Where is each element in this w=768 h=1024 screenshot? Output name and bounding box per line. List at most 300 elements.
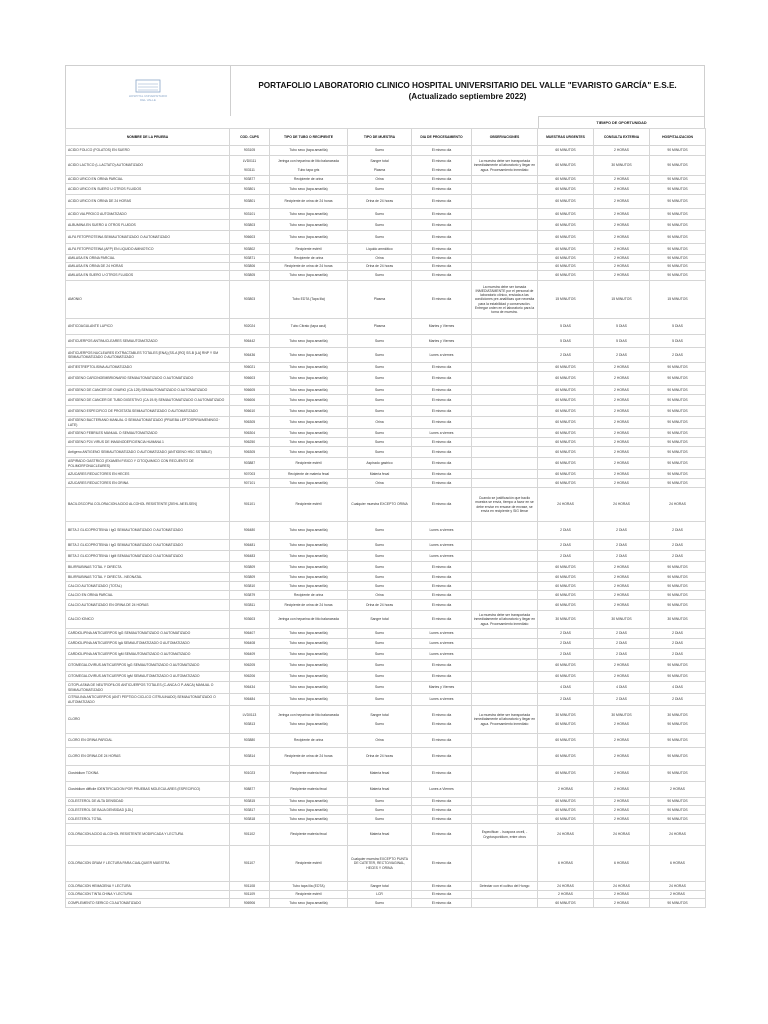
inpatient-time-cell: 90 MINUTOS <box>650 748 706 766</box>
tube-type-cell: Recipiente materia fecal <box>270 824 348 846</box>
observations-cell <box>472 263 538 271</box>
cups-code-cell: 902024 <box>230 319 270 335</box>
sample-type-cell: Suero <box>348 815 412 824</box>
observations-cell: Especificar: - Isospora orcell, - Cryptosporidium, entre otros <box>472 824 538 846</box>
observations-cell <box>472 363 538 372</box>
cups-code-cell: 901023 <box>230 766 270 782</box>
observations-cell <box>472 406 538 417</box>
urgent-time-cell: 60 MINUTOS <box>538 372 594 386</box>
cups-code-cell: 903817 <box>230 806 270 815</box>
observations-cell <box>472 891 538 899</box>
observations-cell: La muestra debe ser transportada inmediatamente al laboratorio y llegar en agua. Procesamiento inmediato <box>472 156 538 176</box>
tube-type-cell: Tubo seco (tapa amarilla) <box>270 562 348 573</box>
cups-code-cell: 903801 <box>230 184 270 195</box>
tube-type-cell: Tubo Citrato (tapa azul) <box>270 319 348 335</box>
sample-type-cell: Sangre total Suero <box>348 706 412 734</box>
inpatient-time-cell: 90 MINUTOS <box>650 582 706 591</box>
tube-type-cell: Tubo seco (tapa amarilla) <box>270 417 348 429</box>
cups-code-cell: 903801 <box>230 195 270 209</box>
urgent-time-cell: 60 MINUTOS <box>538 899 594 908</box>
cups-code-cell: 906305 <box>230 447 270 458</box>
test-name-cell: AMILASA EN SUERO U OTROS FLUIDOS <box>66 271 230 281</box>
processing-day-cell: Martes y Viernes <box>412 682 472 694</box>
inpatient-time-cell: 90 MINUTOS <box>650 591 706 600</box>
test-name-cell: ASPIRADO GASTRICO (EXAMEN FISICO Y CITOQUIMICO CON RECUENTO DE POLIMORFONUCLEARES) <box>66 458 230 470</box>
tube-type-cell: Tubo seco (tapa amarilla) <box>270 395 348 406</box>
outpatient-time-cell: 2 HORAS <box>594 429 650 438</box>
table-row <box>66 429 706 438</box>
tube-type-cell: Tubo seco (tapa amarilla) <box>270 899 348 908</box>
inpatient-time-cell: 90 MINUTOS <box>650 470 706 479</box>
sample-type-cell: Plasma <box>348 319 412 335</box>
processing-day-cell: El mismo día <box>412 672 472 682</box>
urgent-time-cell: 2 DIAS <box>538 629 594 639</box>
sample-type-cell: Orina de 24 horas <box>348 263 412 271</box>
processing-day-cell: Martes y Viernes <box>412 335 472 348</box>
test-name-cell: ANTIGENO FEBRILES MANUAL O SEMIAUTOMATIZADO <box>66 429 230 438</box>
test-name-cell: CALCIO AUTOMATIZADO (TOTAL) <box>66 582 230 591</box>
processing-day-cell: Lunes a viernes <box>412 639 472 649</box>
table-row <box>66 386 706 395</box>
tube-type-cell: Recipiente de orina de 24 horas <box>270 748 348 766</box>
inpatient-time-cell: 90 MINUTOS <box>650 447 706 458</box>
svg-text:HOSPITAL UNIVERSITARIO: HOSPITAL UNIVERSITARIO <box>128 94 168 98</box>
sample-type-cell: Orina <box>348 176 412 184</box>
tube-type-cell: Tubo seco (tapa amarilla) <box>270 649 348 660</box>
table-row <box>66 573 706 582</box>
sample-type-cell: Suero <box>348 220 412 231</box>
urgent-time-cell: 60 MINUTOS <box>538 220 594 231</box>
sample-type-cell: Orina <box>348 479 412 488</box>
inpatient-time-cell: 24 HORAS <box>650 882 706 891</box>
test-name-cell: COLORACION ACIDO ALCOHOL RESISTENTE MODIFICADA Y LECTURA <box>66 824 230 846</box>
table-row <box>66 417 706 429</box>
urgent-time-cell: 60 MINUTOS <box>538 231 594 244</box>
test-name-cell: AMONIO <box>66 281 230 319</box>
table-row <box>66 244 706 255</box>
observations-cell <box>472 639 538 649</box>
col-header-dia: DIA DE PROCESAMIENTO <box>412 129 472 146</box>
cups-code-cell: 903809 <box>230 573 270 582</box>
col-header-observaciones: OBSERVACIONES <box>472 129 538 146</box>
observations-cell <box>472 694 538 706</box>
test-name-cell: CITOMEGALOVIRUS ANTICUERPOS IgG SEMIAUTOMATIZADO O AUTOMATIZADO <box>66 660 230 672</box>
processing-day-cell: El mismo día <box>412 372 472 386</box>
outpatient-time-cell: 2 HORAS <box>594 600 650 611</box>
table-row <box>66 263 706 271</box>
test-name-cell: COLORACION GRAM Y LECTURA PARA CUALQUIER MUESTRA <box>66 846 230 882</box>
urgent-time-cell: 2 DIAS <box>538 639 594 649</box>
processing-day-cell: El mismo día <box>412 231 472 244</box>
tube-type-cell: Tubo seco (tapa amarilla) <box>270 629 348 639</box>
tube-type-cell: Tubo seco (tapa amarilla) <box>270 806 348 815</box>
table-row <box>66 176 706 184</box>
tube-type-cell: Tubo seco (tapa amarilla) <box>270 639 348 649</box>
table-row <box>66 591 706 600</box>
observations-cell <box>472 682 538 694</box>
sample-type-cell: Suero <box>348 629 412 639</box>
observations-cell: Detectar con el cultivo del Hongo <box>472 882 538 891</box>
sample-type-cell: Suero <box>348 682 412 694</box>
observations-cell <box>472 540 538 551</box>
table-row <box>66 694 706 706</box>
sample-type-cell: Materia fecal <box>348 782 412 798</box>
table-row <box>66 882 706 891</box>
table-row <box>66 146 706 156</box>
sample-type-cell: Suero <box>348 798 412 806</box>
table-row <box>66 488 706 522</box>
sample-type-cell: Suero <box>348 672 412 682</box>
test-name-cell: CARDIOLIPINA ANTICUERPOS IgA SEMIAUTOMATIZADO O AUTOMATIZADO <box>66 639 230 649</box>
observations-cell <box>472 372 538 386</box>
outpatient-time-cell: 2 HORAS <box>594 255 650 263</box>
table-row <box>66 551 706 562</box>
observations-cell <box>472 458 538 470</box>
outpatient-time-cell: 2 HORAS <box>594 479 650 488</box>
sample-type-cell: Liquido amniótico <box>348 244 412 255</box>
outpatient-time-cell: 2 DIAS <box>594 540 650 551</box>
cups-code-cell: 906021 <box>230 363 270 372</box>
table-row <box>66 348 706 363</box>
outpatient-time-cell: 2 HORAS <box>594 748 650 766</box>
table-row <box>66 806 706 815</box>
tube-type-cell: Tubo seco (tapa amarilla) <box>270 335 348 348</box>
cups-code-cell: 903101 <box>230 209 270 220</box>
processing-day-cell: El mismo día <box>412 882 472 891</box>
inpatient-time-cell: 90 MINUTOS <box>650 417 706 429</box>
test-name-cell: AMILASA EN ORINA PARCIAL <box>66 255 230 263</box>
test-name-cell: ALFA FETOPROTEINA (AFP) EN LIQUIDO AMNIOTICO <box>66 244 230 255</box>
outpatient-time-cell: 2 HORAS <box>594 582 650 591</box>
inpatient-time-cell: 30 MINUTOS <box>650 611 706 629</box>
cups-code-cell: 901101 <box>230 488 270 522</box>
outpatient-time-cell: 2 DIAS <box>594 694 650 706</box>
sample-type-cell: Suero <box>348 649 412 660</box>
urgent-time-cell: 30 MINUTOS 60 MINUTOS <box>538 706 594 734</box>
urgent-time-cell: 2 DIAS <box>538 649 594 660</box>
urgent-time-cell: 60 MINUTOS <box>538 255 594 263</box>
tube-type-cell: Recipiente de orina de 24 horas <box>270 600 348 611</box>
tube-type-cell: Tubo seco (tapa amarilla) <box>270 815 348 824</box>
sample-type-cell: Suero <box>348 582 412 591</box>
processing-day-cell: Lunes a viernes <box>412 522 472 540</box>
cups-code-cell: 903105 <box>230 146 270 156</box>
tube-type-cell: Tubo EDTA (Tapa lila) <box>270 281 348 319</box>
test-name-cell: BETA 2 GLICOPROTEINA I IgG SEMIAUTOMATIZADO O AUTOMATIZADO <box>66 540 230 551</box>
urgent-time-cell: 60 MINUTOS <box>538 660 594 672</box>
sample-type-cell: Aspirado gastrico <box>348 458 412 470</box>
tube-type-cell: Recipiente de orina <box>270 734 348 748</box>
processing-day-cell: El mismo día El mismo día <box>412 706 472 734</box>
tube-type-cell: Recipiente de orina <box>270 176 348 184</box>
outpatient-time-cell: 2 HORAS <box>594 458 650 470</box>
tube-type-cell: Tubo seco (tapa amarilla) <box>270 231 348 244</box>
urgent-time-cell: 60 MINUTOS <box>538 766 594 782</box>
observations-cell <box>472 846 538 882</box>
processing-day-cell: El mismo día El mismo día <box>412 156 472 176</box>
processing-day-cell: El mismo día <box>412 447 472 458</box>
test-name-cell: COLESTEROL DE BAJA DENSIDAD [LDL] <box>66 806 230 815</box>
outpatient-time-cell: 2 HORAS <box>594 438 650 447</box>
urgent-time-cell: 60 MINUTOS <box>538 562 594 573</box>
table-row <box>66 582 706 591</box>
outpatient-time-cell: 5 DIAS <box>594 319 650 335</box>
observations-cell <box>472 660 538 672</box>
cups-code-cell: 907003 <box>230 470 270 479</box>
sample-type-cell: Orina <box>348 734 412 748</box>
urgent-time-cell: 60 MINUTOS <box>538 447 594 458</box>
sample-type-cell: Orina de 24 horas <box>348 748 412 766</box>
outpatient-time-cell: 2 HORAS <box>594 766 650 782</box>
inpatient-time-cell: 90 MINUTOS <box>650 184 706 195</box>
observations-cell <box>472 231 538 244</box>
observations-cell <box>472 209 538 220</box>
outpatient-time-cell: 30 MINUTOS <box>594 156 650 176</box>
urgent-time-cell: 60 MINUTOS <box>538 591 594 600</box>
observations-cell <box>472 582 538 591</box>
tube-type-cell: Tubo seco (tapa amarilla) <box>270 429 348 438</box>
cups-code-cell: 906304 <box>230 429 270 438</box>
urgent-time-cell: 60 MINUTOS <box>538 395 594 406</box>
test-name-cell: BACILOSCOPIA COLORACION ACIDO ALCOHOL RESISTENTE [ZIEHL-NEELSEN] <box>66 488 230 522</box>
test-name-cell: AZUCARES REDUCTORES EN HECES <box>66 470 230 479</box>
tube-type-cell: Tubo seco (tapa amarilla) <box>270 522 348 540</box>
sample-type-cell: Suero <box>348 438 412 447</box>
urgent-time-cell: 60 MINUTOS <box>538 600 594 611</box>
outpatient-time-cell: 2 HORAS <box>594 899 650 908</box>
tube-type-cell: Recipiente de materia fecal <box>270 470 348 479</box>
urgent-time-cell: 60 MINUTOS <box>538 479 594 488</box>
processing-day-cell: El mismo día <box>412 209 472 220</box>
sample-type-cell: Orina <box>348 255 412 263</box>
urgent-time-cell: 60 MINUTOS <box>538 195 594 209</box>
observations-cell <box>472 447 538 458</box>
observations-cell <box>472 672 538 682</box>
table-row <box>66 438 706 447</box>
sample-type-cell: Suero <box>348 386 412 395</box>
table-row <box>66 611 706 629</box>
outpatient-time-cell: 2 HORAS <box>594 798 650 806</box>
inpatient-time-cell: 90 MINUTOS <box>650 195 706 209</box>
table-row <box>66 406 706 417</box>
sample-type-cell: Orina <box>348 417 412 429</box>
sample-type-cell: Suero <box>348 447 412 458</box>
urgent-time-cell: 60 MINUTOS <box>538 417 594 429</box>
table-row <box>66 649 706 660</box>
col-header-hospitalizacion: HOSPITALIZACION <box>650 129 706 146</box>
table-row <box>66 899 706 908</box>
processing-day-cell: El mismo día <box>412 438 472 447</box>
processing-day-cell: El mismo día <box>412 815 472 824</box>
inpatient-time-cell: 90 MINUTOS <box>650 815 706 824</box>
outpatient-time-cell: 2 HORAS <box>594 891 650 899</box>
test-name-cell: COLESTEROL TOTAL <box>66 815 230 824</box>
tube-type-cell: Tubo seco (tapa amarilla) <box>270 146 348 156</box>
observations-cell <box>472 600 538 611</box>
outpatient-time-cell: 2 HORAS <box>594 806 650 815</box>
outpatient-time-cell: 15 MINUTOS <box>594 281 650 319</box>
inpatient-time-cell: 2 HORAS <box>650 782 706 798</box>
cups-code-cell: 903815 <box>230 798 270 806</box>
inpatient-time-cell: 5 DIAS <box>650 319 706 335</box>
portfolio-sheet <box>65 65 705 908</box>
outpatient-time-cell: 2 DIAS <box>594 551 650 562</box>
cups-code-cell: 903603 <box>230 611 270 629</box>
tube-type-cell: Tubo seco (tapa amarilla) <box>270 209 348 220</box>
processing-day-cell: El mismo día <box>412 395 472 406</box>
processing-day-cell: El mismo día <box>412 255 472 263</box>
outpatient-time-cell: 2 HORAS <box>594 591 650 600</box>
observations-cell <box>472 176 538 184</box>
inpatient-time-cell: 90 MINUTOS <box>650 766 706 782</box>
sample-type-cell: Suero <box>348 660 412 672</box>
cups-code-cell: 903802 <box>230 244 270 255</box>
table-row <box>66 271 706 281</box>
outpatient-time-cell: 24 HORAS <box>594 488 650 522</box>
test-name-cell: COLORACION HEMAGENA Y LECTURA <box>66 882 230 891</box>
test-name-cell: Clostridium difficile IDENTIFICACION POR PRUEBAS MOLECULARES (ESPECIFICO) <box>66 782 230 798</box>
test-name-cell: CARDIOLIPINA ANTICUERPOS IgM SEMIAUTOMATIZADO O AUTOMATIZADO <box>66 649 230 660</box>
cups-code-cell: 903818 <box>230 815 270 824</box>
urgent-time-cell: 2 DIAS <box>538 540 594 551</box>
urgent-time-cell: 60 MINUTOS <box>538 458 594 470</box>
outpatient-time-cell: 2 HORAS <box>594 395 650 406</box>
sample-type-cell: Suero <box>348 406 412 417</box>
test-name-cell: ACIDO URICO EN ORINA DE 24 HORAS <box>66 195 230 209</box>
sample-type-cell: Materia fecal <box>348 766 412 782</box>
test-name-cell: CALCIO IONICO <box>66 611 230 629</box>
inpatient-time-cell: 90 MINUTOS <box>650 146 706 156</box>
processing-day-cell: Lunes a viernes <box>412 649 472 660</box>
inpatient-time-cell: 90 MINUTOS <box>650 209 706 220</box>
cups-code-cell: 903879 <box>230 591 270 600</box>
sample-type-cell: Suero <box>348 335 412 348</box>
observations-cell: La muestra debe ser transportada inmediatamente al laboratorio y llegar en agua. Procesamiento inmediato <box>472 611 538 629</box>
outpatient-time-cell: 2 HORAS <box>594 209 650 220</box>
outpatient-time-cell: 2 HORAS <box>594 244 650 255</box>
processing-day-cell: El mismo día <box>412 573 472 582</box>
sample-type-cell: Suero <box>348 694 412 706</box>
processing-day-cell: El mismo día <box>412 406 472 417</box>
col-header-urgentes: MUESTRAS URGENTES <box>538 129 594 146</box>
tube-type-cell: Jeringa con heparina de litio balanceada Tubo tapa gris <box>270 156 348 176</box>
inpatient-time-cell: 90 MINUTOS <box>650 429 706 438</box>
inpatient-time-cell: 90 MINUTOS <box>650 395 706 406</box>
processing-day-cell: El mismo día <box>412 479 472 488</box>
sample-type-cell: Suero <box>348 184 412 195</box>
sample-type-cell: Suero <box>348 372 412 386</box>
sample-type-cell: Cualquier muestra EXCEPTO PUNTA DE CATETER, RECTO/VAGINAL, HECES Y ORINA <box>348 846 412 882</box>
urgent-time-cell: 2 DIAS <box>538 551 594 562</box>
inpatient-time-cell: 90 MINUTOS <box>650 899 706 908</box>
outpatient-time-cell: 2 HORAS <box>594 176 650 184</box>
urgent-time-cell: 60 MINUTOS <box>538 734 594 748</box>
processing-day-cell: El mismo día <box>412 220 472 231</box>
inpatient-time-cell: 90 MINUTOS <box>650 672 706 682</box>
col-header-tubo: TIPO DE TUBO O RECIPIENTE <box>270 129 348 146</box>
cups-code-cell: 906481 <box>230 540 270 551</box>
processing-day-cell: Lunes a viernes <box>412 429 472 438</box>
processing-day-cell: El mismo día <box>412 184 472 195</box>
table-row <box>66 209 706 220</box>
cups-code-cell: 903803 <box>230 220 270 231</box>
sample-type-cell: Suero <box>348 639 412 649</box>
tube-type-cell: Tubo tapa lila (EDTA) <box>270 882 348 891</box>
outpatient-time-cell: 5 DIAS <box>594 335 650 348</box>
table-row <box>66 156 706 176</box>
urgent-time-cell: 60 MINUTOS <box>538 806 594 815</box>
urgent-time-cell: 60 MINUTOS <box>538 184 594 195</box>
sample-type-cell: Suero <box>348 429 412 438</box>
sample-type-cell: Suero <box>348 806 412 815</box>
inpatient-time-cell: 90 MINUTOS <box>650 660 706 672</box>
observations-cell <box>472 429 538 438</box>
inpatient-time-cell: 90 MINUTOS <box>650 271 706 281</box>
test-name-cell: CLORO <box>66 706 230 734</box>
outpatient-time-cell: 2 DIAS <box>594 639 650 649</box>
test-name-cell: ANTIGENO BACTERIANO MANUAL O SEMIAUTOMATIZADO (PRUEBA LEPTOSPIRA/MENINGO · LATE) <box>66 417 230 429</box>
inpatient-time-cell: 90 MINUTOS <box>650 573 706 582</box>
processing-day-cell: Lunes a Viernes <box>412 782 472 798</box>
urgent-time-cell: 30 MINUTOS <box>538 611 594 629</box>
sample-type-cell: Sangre total Plasma <box>348 156 412 176</box>
observations-cell <box>472 562 538 573</box>
outpatient-time-cell: 2 HORAS <box>594 573 650 582</box>
cups-code-cell: 901108 <box>230 882 270 891</box>
test-name-cell: CITOMEGALOVIRUS ANTICUERPOS IgM SEMIAUTOMATIZADO O AUTOMATIZADO <box>66 672 230 682</box>
hospital-logo-icon <box>118 78 178 104</box>
processing-day-cell: El mismo día <box>412 891 472 899</box>
inpatient-time-cell: 90 MINUTOS <box>650 176 706 184</box>
outpatient-time-cell: 2 HORAS <box>594 782 650 798</box>
observations-cell <box>472 319 538 335</box>
observations-cell <box>472 748 538 766</box>
cups-code-cell: 906205 <box>230 660 270 672</box>
urgent-time-cell: 2 HORAS <box>538 782 594 798</box>
cups-code-cell: 906409 <box>230 649 270 660</box>
test-name-cell: BILIRRUBINAS TOTAL Y DIRECTA <box>66 562 230 573</box>
sample-type-cell: Suero <box>348 348 412 363</box>
tiempo-row <box>65 116 705 128</box>
tube-type-cell: Tubo seco (tapa amarilla) <box>270 363 348 372</box>
inpatient-time-cell: 90 MINUTOS <box>650 458 706 470</box>
inpatient-time-cell: 90 MINUTOS <box>650 263 706 271</box>
inpatient-time-cell: 90 MINUTOS <box>650 386 706 395</box>
tube-type-cell: Tubo seco (tapa amarilla) <box>270 582 348 591</box>
processing-day-cell: El mismo día <box>412 660 472 672</box>
observations-cell <box>472 766 538 782</box>
urgent-time-cell: 60 MINUTOS <box>538 156 594 176</box>
cups-code-cell: 903811 <box>230 600 270 611</box>
table-row <box>66 281 706 319</box>
inpatient-time-cell: 30 MINUTOS 90 MINUTOS <box>650 706 706 734</box>
table-row <box>66 395 706 406</box>
inpatient-time-cell: 4 DIAS <box>650 682 706 694</box>
processing-day-cell: El mismo día <box>412 766 472 782</box>
outpatient-time-cell: 2 HORAS <box>594 417 650 429</box>
table-row <box>66 562 706 573</box>
inpatient-time-cell: 2 DIAS <box>650 540 706 551</box>
observations-cell <box>472 348 538 363</box>
urgent-time-cell: 60 MINUTOS <box>538 263 594 271</box>
inpatient-time-cell: 90 MINUTOS <box>650 372 706 386</box>
cups-code-cell: 903880 <box>230 734 270 748</box>
test-name-cell: ANTICUERPOS ANTINUCLEARES SEMIAUTOMATIZADO <box>66 335 230 348</box>
observations-cell <box>472 782 538 798</box>
tube-type-cell: Tubo seco (tapa amarilla) <box>270 386 348 395</box>
processing-day-cell: El mismo día <box>412 470 472 479</box>
tube-type-cell: Tubo seco (tapa amarilla) <box>270 660 348 672</box>
